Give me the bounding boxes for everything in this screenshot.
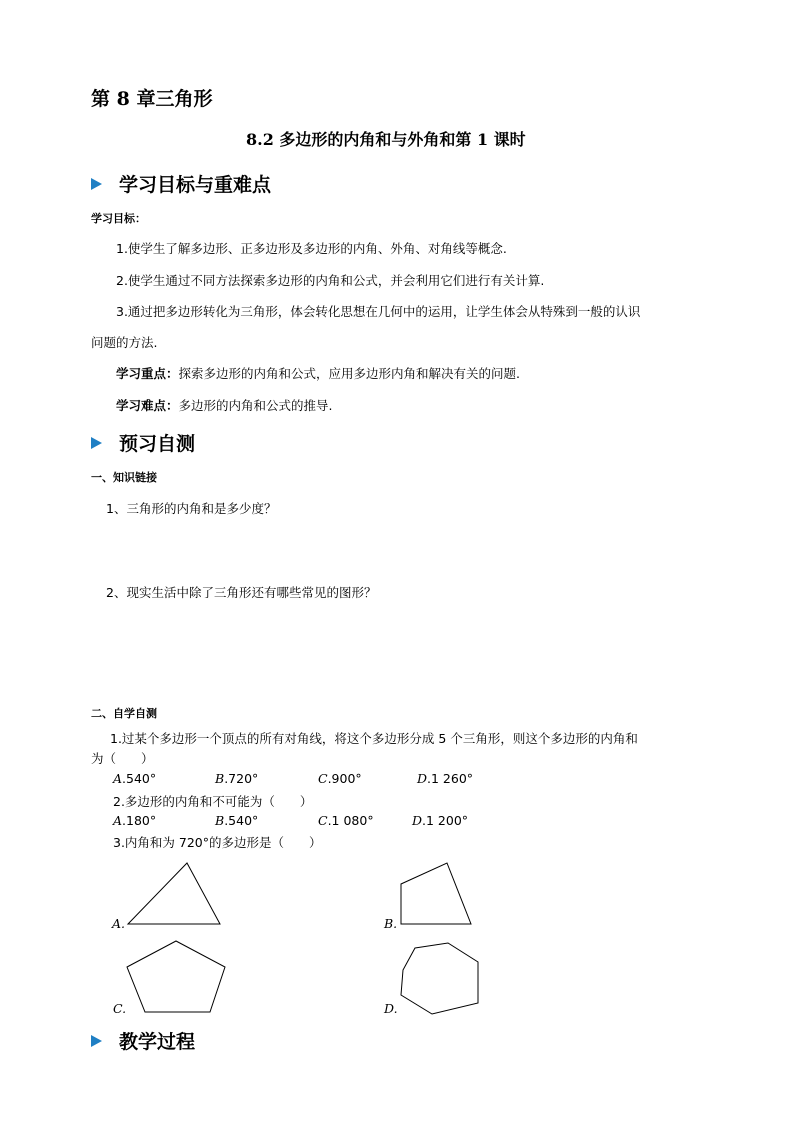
figure-label-c: C. (113, 1001, 127, 1016)
mc1-question: 1.过某个多边形一个顶点的所有对角线，将这个多边形分成 5 个三角形，则这个多边形的内角和 (110, 731, 638, 746)
section-heading-text: 预习自测 (119, 433, 196, 455)
figure-label-d: D. (384, 1001, 398, 1016)
mc1-option-a: A.540° (113, 771, 157, 786)
key-point-label: 学习重点： (116, 366, 179, 381)
section-objectives-heading (91, 170, 271, 197)
part2-title: 二、自学自测 (91, 707, 157, 720)
question-2: 2、现实生活中除了三角形还有哪些常见的图形？ (106, 585, 377, 600)
difficulty-label: 学习难点： (116, 398, 179, 413)
goal-item: 3.通过把多边形转化为三角形，体会转化思想在几何中的运用，让学生体会从特殊到一般的认识 (116, 304, 641, 319)
triangle-bullet-icon (91, 1035, 102, 1047)
mc2-option-c: C.1 080° (318, 813, 374, 828)
section-heading-text: 教学过程 (119, 1031, 196, 1053)
mc1-question-continued: 为（ ） (91, 751, 154, 766)
section-preview-heading (91, 429, 195, 456)
lesson-title: 8.2 多边形的内角和与外角和第 1 课时 (246, 130, 526, 149)
goals-label: 学习目标： (91, 212, 146, 225)
mc2-option-a: A.180° (113, 813, 157, 828)
section-heading-text: 学习目标与重难点 (119, 174, 272, 196)
section-process-heading (91, 1027, 195, 1054)
mc2-option-b: B.540° (215, 813, 259, 828)
goal-item-continued: 问题的方法. (91, 335, 158, 350)
mc1-option-b: B.720° (215, 771, 259, 786)
figure-d-heptagon (390, 940, 490, 1020)
triangle-bullet-icon (91, 178, 102, 190)
mc3-question: 3.内角和为 720°的多边形是（ ） (113, 835, 322, 850)
chapter-title: 第 8 章三角形 (91, 88, 213, 110)
question-1: 1、三角形的内角和是多少度？ (106, 501, 277, 516)
difficulty-text: 多边形的内角和公式的推导. (178, 398, 333, 413)
key-point-text: 探索多边形的内角和公式，应用多边形内角和解决有关的问题. (178, 366, 520, 381)
mc2-option-d: D.1 200° (412, 813, 469, 828)
goal-item: 2.使学生通过不同方法探索多边形的内角和公式，并会利用它们进行有关计算. (116, 273, 545, 288)
figure-label-a: A. (112, 916, 126, 931)
part1-title: 一、知识链接 (91, 471, 157, 484)
difficulty-point (116, 396, 333, 414)
mc1-option-c: C.900° (318, 771, 362, 786)
mc2-question: 2.多边形的内角和不可能为（ ） (113, 794, 313, 809)
figure-c-pentagon (115, 935, 235, 1020)
figure-label-b: B. (384, 916, 398, 931)
triangle-bullet-icon (91, 437, 102, 449)
goal-item: 1.使学生了解多边形、正多边形及多边形的内角、外角、对角线等概念. (116, 241, 507, 256)
mc1-option-d: D.1 260° (417, 771, 474, 786)
key-point (116, 364, 520, 382)
